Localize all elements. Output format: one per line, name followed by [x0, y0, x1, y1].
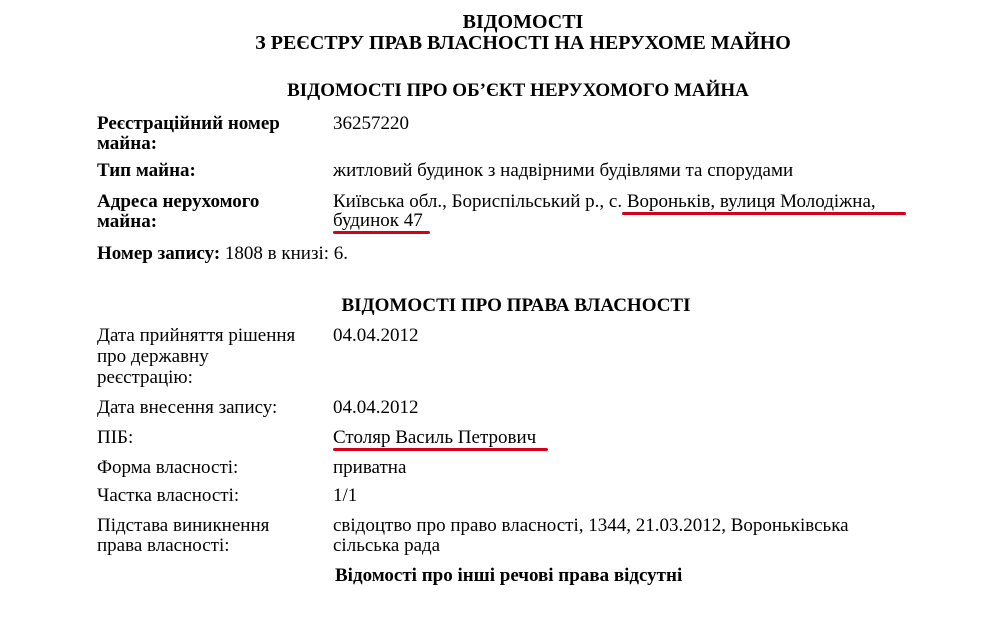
- ownership-share-label: Частка власності:: [97, 485, 240, 506]
- registration-number-label-line1: Реєстраційний номер: [97, 113, 280, 134]
- basis-value-line1: свідоцтво про право власності, 1344, 21.03.2012, Вороньківська: [333, 515, 849, 536]
- address-label-line1: Адреса нерухомого: [97, 191, 260, 212]
- document-title-line1: ВІДОМОСТІ: [462, 11, 584, 33]
- entry-date-label: Дата внесення запису:: [97, 397, 278, 418]
- address-value-line2: будинок 47: [333, 210, 423, 231]
- basis-label-line2: права власності:: [97, 535, 230, 556]
- address-street-underline: [622, 212, 906, 215]
- full-name-underline: [333, 448, 548, 451]
- decision-date-label-line1: Дата прийняття рішення: [97, 325, 296, 346]
- address-house-underline: [333, 231, 430, 234]
- property-type-value: житловий будинок з надвірними будівлями та спорудами: [333, 160, 794, 181]
- address-value-street: с. Вороньків, вулиця Молодіжна,: [608, 191, 876, 212]
- record-number-value: 1808 в книзі: 6.: [224, 243, 349, 264]
- document-title-line2: З РЕЄСТРУ ПРАВ ВЛАСНОСТІ НА НЕРУХОМЕ МАЙНО: [255, 32, 791, 54]
- ownership-share-value: 1/1: [333, 485, 358, 506]
- full-name-label: ПІБ:: [97, 427, 134, 448]
- full-name-value: Столяр Василь Петрович: [333, 427, 537, 448]
- decision-date-value: 04.04.2012: [333, 325, 419, 346]
- basis-value-line2: сільська рада: [333, 535, 441, 556]
- decision-date-label-line3: реєстрацію:: [97, 367, 193, 388]
- object-section-heading: ВІДОМОСТІ ПРО ОБ’ЄКТ НЕРУХОМОГО МАЙНА: [287, 80, 749, 101]
- entry-date-value: 04.04.2012: [333, 397, 419, 418]
- registration-number-value: 36257220: [333, 113, 409, 134]
- basis-label-line1: Підстава виникнення: [97, 515, 270, 536]
- decision-date-label-line2: про державну: [97, 346, 209, 367]
- property-type-label: Тип майна:: [97, 160, 196, 181]
- record-number-label: Номер запису:: [97, 243, 221, 264]
- registration-number-label-line2: майна:: [97, 133, 158, 154]
- ownership-form-label: Форма власності:: [97, 457, 239, 478]
- rights-section-heading: ВІДОМОСТІ ПРО ПРАВА ВЛАСНОСТІ: [341, 295, 691, 316]
- record-number-row: [97, 243, 348, 265]
- address-value-region: Київська обл., Бориспільський р.,: [333, 191, 609, 212]
- other-rights-note: Відомості про інші речові права відсутні: [335, 565, 683, 586]
- address-label-line2: майна:: [97, 211, 158, 232]
- ownership-form-value: приватна: [333, 457, 407, 478]
